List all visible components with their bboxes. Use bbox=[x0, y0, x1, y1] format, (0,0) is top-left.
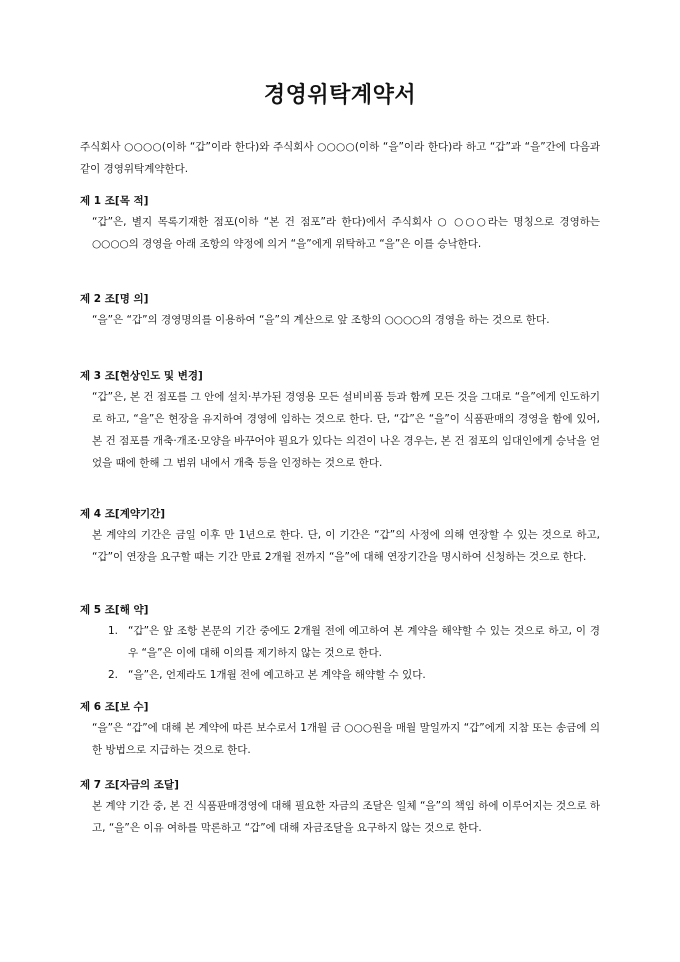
article-3 bbox=[80, 366, 600, 474]
article-heading: 제 3 조[현상인도 및 변경] bbox=[80, 370, 203, 382]
article-heading: 제 7 조[자금의 조달] bbox=[80, 779, 179, 791]
list-item bbox=[80, 664, 600, 686]
article-7 bbox=[80, 775, 600, 839]
article-heading: 제 1 조[목 적] bbox=[80, 195, 149, 207]
article-heading: 제 2 조[명 의] bbox=[80, 293, 149, 305]
article-body: “갑”은, 별지 목록기재한 점포(이하 “본 건 점포”라 한다)에서 주식회사 ○ ○○○라는 명칭으로 경영하는 ○○○○의 경영을 아래 조항의 약정에 의거 “을”에게 위탁하고 “을”은 이를 승낙한다. bbox=[92, 216, 600, 250]
article-body: “갑”은, 본 건 점포를 그 안에 설치·부가된 경영용 모든 설비비품 등과 함께 모든 것을 그대로 “을”에게 인도하기로 하고, “을”은 현장을 유지하여 경영에 임하는 것으로 한다. 단, “갑”은 “을”이 식품판매의 경영을 함에 있어, 본 건 점포를 개축·개조·모양을 바꾸어야 필요가 있다는 의견이 나온 경우는, 본 건 점포의 임대인에게 승낙을 얻었을 때에 한해 그 범위 내에서 개축 등을 인정하는 것으로 한다. bbox=[92, 391, 600, 469]
document-title: 경영위탁계약서 bbox=[263, 83, 417, 108]
article-4 bbox=[80, 504, 600, 568]
article-heading: 제 4 조[계약기간] bbox=[80, 508, 166, 520]
intro-paragraph: 주식회사 ○○○○(이하 “갑”이라 한다)와 주식회사 ○○○○(이하 “을”이라 한다)라 하고 “갑”과 “을”간에 다음과 같이 경영위탁계약한다. bbox=[80, 141, 600, 175]
article-body: 본 계약의 기간은 금일 이후 만 1년으로 한다. 단, 이 기간은 “갑”의 사정에 의해 연장할 수 있는 것으로 하고, “갑”이 연장을 요구할 때는 기간 만료 2개월 전까지 “을”에 대해 연장기간을 명시하여 신청하는 것으로 한다. bbox=[92, 529, 600, 563]
article-item-list bbox=[80, 620, 600, 686]
article-6 bbox=[80, 697, 600, 761]
list-item bbox=[80, 620, 600, 664]
article-2 bbox=[80, 289, 600, 331]
article-body: “을”은 “갑”에 대해 본 계약에 따른 보수로서 1개월 금 ○○○원을 매월 말일까지 “갑”에게 지참 또는 송금에 의한 방법으로 지급하는 것으로 한다. bbox=[92, 722, 600, 756]
list-item-number: 1. bbox=[108, 625, 119, 637]
article-body: 본 계약 기간 중, 본 건 식품판매경영에 대해 필요한 자금의 조달은 일체 “을”의 책임 하에 이루어지는 것으로 하고, “을”은 이유 여하를 막론하고 “갑”에 대해 자금조달을 요구하지 않는 것으로 한다. bbox=[92, 800, 600, 834]
article-1 bbox=[80, 191, 600, 255]
list-item-number: 2. bbox=[108, 669, 119, 681]
list-item-text: “갑”은 앞 조항 본문의 기간 중에도 2개월 전에 예고하여 본 계약을 해약할 수 있는 것으로 하고, 이 경우 “을”은 이에 대해 이의를 제기하지 않는 것으로 한다. bbox=[128, 625, 600, 659]
article-5 bbox=[80, 600, 600, 686]
article-heading: 제 6 조[보 수] bbox=[80, 701, 149, 713]
article-heading: 제 5 조[해 약] bbox=[80, 604, 149, 616]
article-body: “을”은 “갑”의 경영명의를 이용하여 “을”의 계산으로 앞 조항의 ○○○○의 경영을 하는 것으로 한다. bbox=[92, 314, 550, 326]
list-item-text: “을”은, 언제라도 1개월 전에 예고하고 본 계약을 해약할 수 있다. bbox=[128, 669, 426, 681]
